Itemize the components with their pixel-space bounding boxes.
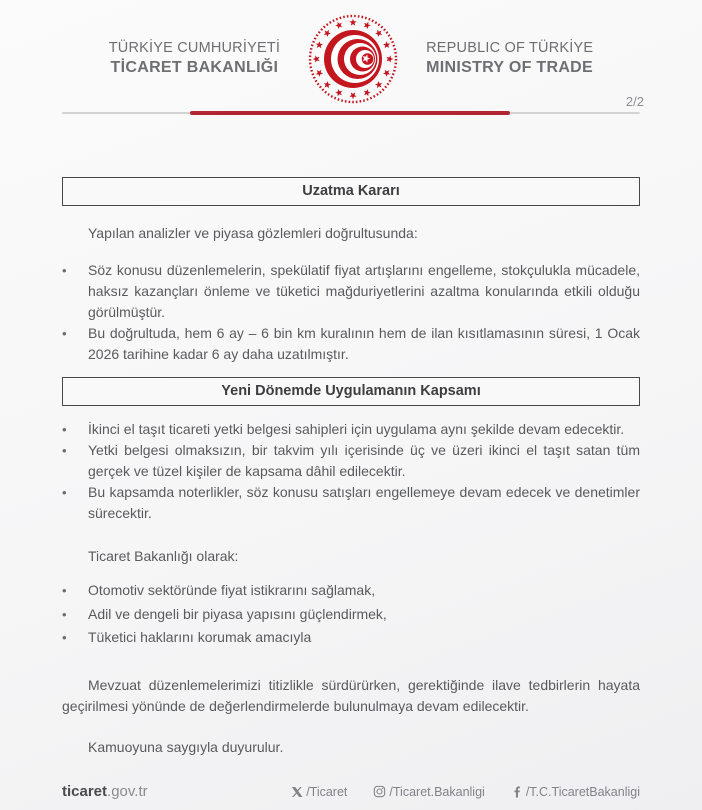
social-links xyxy=(291,785,640,799)
org-title-turkish xyxy=(109,39,280,78)
list-item xyxy=(62,323,640,365)
bullet-icon: • xyxy=(62,485,67,500)
bullet-icon: • xyxy=(62,422,67,437)
ministry-header xyxy=(0,0,702,106)
section2-bullet-list xyxy=(62,419,640,524)
bullet-icon: • xyxy=(62,606,67,622)
closing-paragraph: Mevzuat düzenlemelerimizi titizlikle sürdürürken, gerektiğinde ilave tedbirlerin hayata geçirilmesi yönünde de değerlendirmelerde bulunulmaya devam edilecektir. xyxy=(62,677,640,714)
goals-bullet-list xyxy=(62,580,640,648)
social-x-handle xyxy=(291,785,347,799)
signoff-paragraph: Kamuoyuna saygıyla duyurulur. xyxy=(88,739,284,755)
header-divider xyxy=(62,111,640,115)
org-title-tr-line2: TİCARET BAKANLIĞI xyxy=(110,59,279,77)
x-icon xyxy=(291,786,303,798)
bullet-icon: • xyxy=(62,630,67,645)
list-item xyxy=(62,440,640,482)
list-item xyxy=(62,580,640,601)
divider-red-segment xyxy=(190,111,510,115)
bullet-text: Otomotiv sektöründe fiyat istikrarını sağlamak, xyxy=(88,582,376,598)
page-indicator: 2/2 xyxy=(625,94,644,109)
page-footer xyxy=(62,783,640,800)
social-facebook-handle xyxy=(511,785,640,799)
list-item xyxy=(62,627,640,648)
website-url-rest: .gov.tr xyxy=(107,783,148,800)
bullet-icon: • xyxy=(62,326,67,341)
bullet-icon: • xyxy=(62,443,67,458)
list-item xyxy=(62,604,640,625)
social-handle-label: /T.C.TicaretBakanligi xyxy=(525,784,640,799)
org-title-english xyxy=(426,39,593,78)
website-url xyxy=(62,783,148,800)
facebook-icon xyxy=(511,786,523,798)
bullet-icon: • xyxy=(62,263,67,278)
announcement-body xyxy=(62,177,640,758)
bullet-text: Söz konusu düzenlemelerin, spekülatif fiyat artışlarını engelleme, stokçulukla mücadele, haksız kazançları önleme ve tüketici mağduriyetlerini azaltma konularında etkili olduğu görülmüştür. xyxy=(88,262,640,320)
website-url-bold: ticaret xyxy=(62,783,108,800)
section-title-uzatma-karari: Uzatma Kararı xyxy=(62,177,640,206)
ministry-of-trade-emblem-icon xyxy=(306,12,400,106)
social-handle-label: /Ticaret.Bakanligi xyxy=(389,784,485,799)
org-title-en-line1: REPUBLIC OF TÜRKİYE xyxy=(426,40,594,57)
bullet-text: Bu kapsamda noterlikler, söz konusu satışları engellemeye devam edecek ve denetimler sürecektir. xyxy=(88,484,640,521)
bullet-text: Adil ve dengeli bir piyasa yapısını güçlendirmek, xyxy=(88,605,387,622)
list-item xyxy=(62,482,640,524)
social-instagram-handle xyxy=(373,785,484,799)
bullet-text: Yetki belgesi olmaksızın, bir takvim yılı içerisinde üç ve üzeri ikinci el taşıt satan tüm gerçek ve tüzel kişiler de kapsama dâhil edilecektir. xyxy=(88,442,640,479)
bullet-icon: • xyxy=(62,583,67,598)
intro-paragraph: Yapılan analizler ve piyasa gözlemleri doğrultusunda: xyxy=(88,225,418,241)
section1-bullet-list xyxy=(62,260,640,365)
org-title-tr-line1: TÜRKİYE CUMHURİYETİ xyxy=(108,40,281,57)
social-handle-label: /Ticaret xyxy=(306,784,348,799)
ministry-lead-paragraph: Ticaret Bakanlığı olarak: xyxy=(88,548,239,564)
list-item xyxy=(62,419,640,440)
org-title-en-line2: MINISTRY OF TRADE xyxy=(426,59,594,77)
instagram-icon xyxy=(373,785,386,798)
section-title-yeni-donem: Yeni Dönemde Uygulamanın Kapsamı xyxy=(62,377,640,406)
list-item xyxy=(62,260,640,323)
bullet-text: Bu doğrultuda, hem 6 ay – 6 bin km kuralının hem de ilan kısıtlamasının süresi, 1 Ocak 2026 tarihine kadar 6 ay daha uzatılmıştır. xyxy=(88,325,640,362)
bullet-text: İkinci el taşıt ticareti yetki belgesi sahipleri için uygulama aynı şekilde devam edecektir. xyxy=(88,421,625,437)
bullet-text: Tüketici haklarını korumak amacıyla xyxy=(88,629,312,645)
